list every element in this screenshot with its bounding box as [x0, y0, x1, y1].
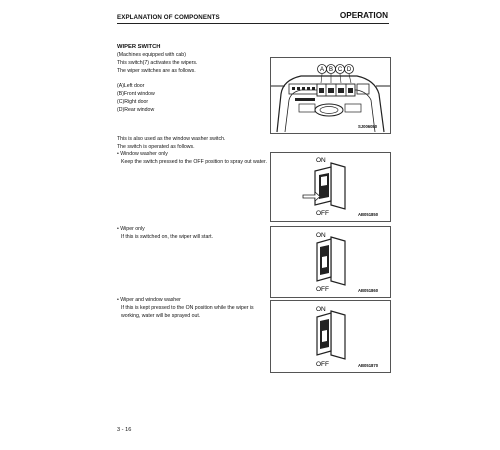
cab-illustration — [271, 58, 390, 133]
header-rule — [117, 23, 389, 24]
switch-list — [117, 83, 155, 115]
mode-washer-only — [117, 151, 267, 167]
off-label: OFF — [316, 361, 329, 368]
on-label: ON — [316, 157, 326, 164]
page-number: 3 - 16 — [117, 427, 132, 433]
cab-figure — [270, 57, 391, 134]
mode-title: • Wiper only — [117, 226, 145, 232]
list-item: (B)Front window — [117, 90, 155, 97]
mode-desc: If this is kept pressed to the ON position while the wiper is — [121, 304, 254, 311]
figure-code: AB051870 — [358, 363, 379, 368]
section-title: WIPER SWITCH — [117, 44, 161, 50]
figure-code: AB051860 — [358, 288, 379, 293]
callout-label: A — [319, 67, 325, 74]
figure-code: AB051850 — [358, 212, 379, 217]
off-label: OFF — [316, 210, 329, 217]
mode-desc: If this is switched on, the wiper will start. — [121, 233, 213, 240]
on-label: ON — [316, 232, 326, 239]
intro-line: (Machines equipped with cab) — [117, 52, 186, 58]
list-item: (A)Left door — [117, 83, 145, 89]
washer-intro-line: The switch is operated as follows. — [117, 143, 195, 150]
list-item: (C)Right door — [117, 98, 149, 105]
intro-line: The wiper switches are as follows. — [117, 67, 196, 74]
washer-intro-line: This is also used as the window washer switch. — [117, 136, 226, 142]
off-label: OFF — [316, 286, 329, 293]
mode-wiper-and-washer — [117, 297, 254, 321]
mode-wiper-only — [117, 226, 213, 242]
header-section-name: EXPLANATION OF COMPONENTS — [117, 14, 220, 21]
callout-label: C — [337, 67, 343, 74]
mode-title: • Window washer only — [117, 151, 168, 157]
mode-title: • Wiper and window washer — [117, 297, 181, 303]
figure-code: SJ006080 — [358, 124, 378, 129]
mode-desc: Keep the switch pressed to the OFF position to spray out water. — [121, 158, 267, 165]
intro-paragraph — [117, 52, 197, 76]
callout-label: D — [346, 67, 352, 74]
header-chapter-name: OPERATION — [339, 11, 388, 20]
list-item: (D)Rear window — [117, 106, 155, 113]
mode-desc: working, water will be sprayed out. — [121, 312, 201, 319]
washer-intro — [117, 136, 225, 152]
intro-line: This switch(7) activates the wipers. — [117, 59, 198, 66]
on-label: ON — [316, 306, 326, 313]
callout-label: B — [328, 67, 334, 74]
